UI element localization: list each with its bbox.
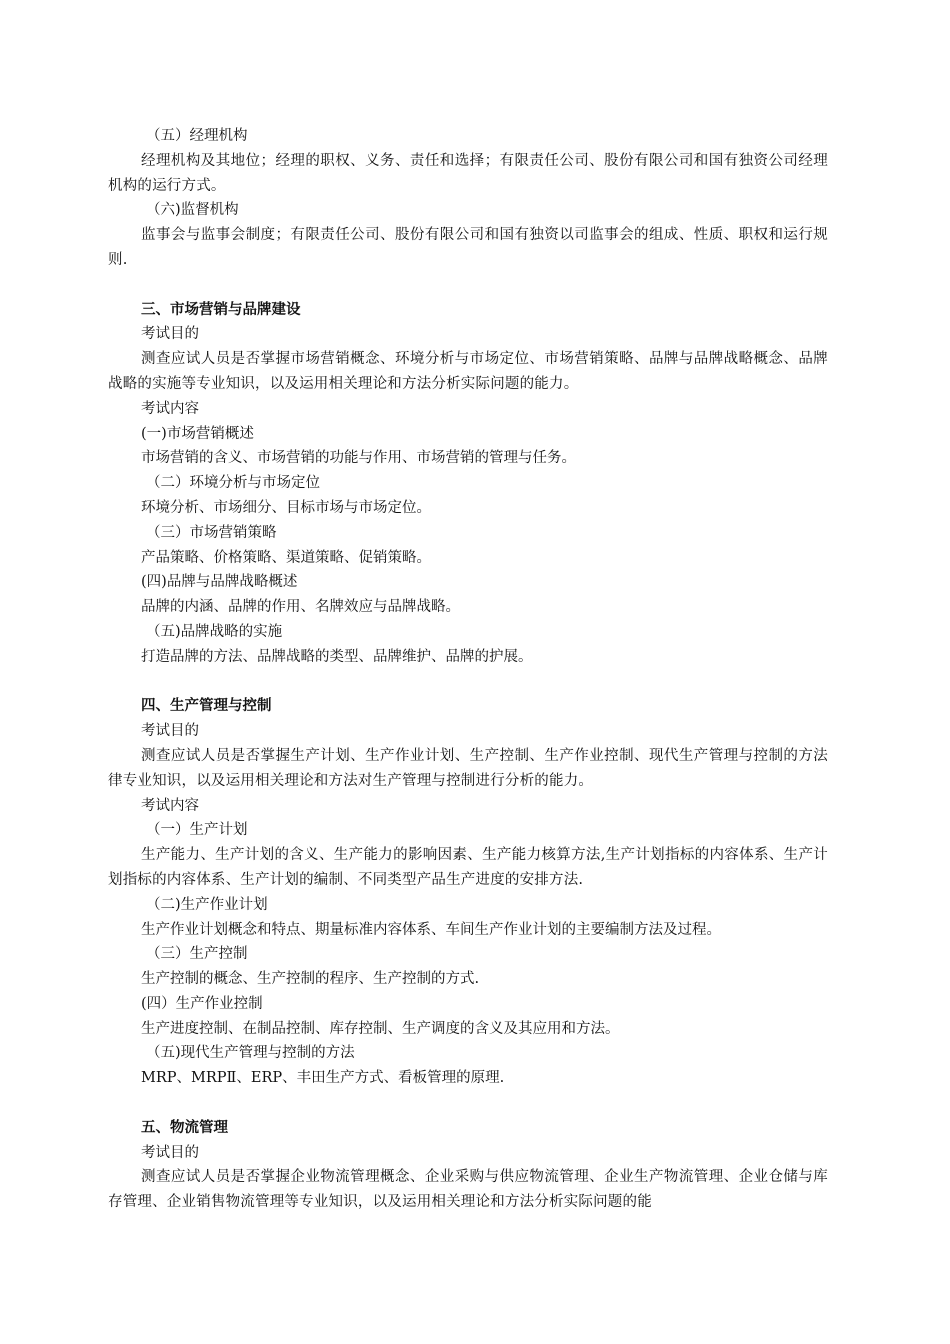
subsection-text: 打造品牌的方法、品牌战略的类型、品牌维护、品牌的护展。	[141, 648, 533, 665]
subsection-title: (四)品牌与品牌战略概述	[141, 574, 298, 591]
subsection-title: （六)监督机构	[146, 202, 239, 219]
purpose-label: 考试目的	[141, 1144, 199, 1161]
section-heading: 四、生产管理与控制	[141, 698, 272, 715]
purpose-label: 考试目的	[141, 326, 199, 343]
paragraph: 测查应试人员是否掌握市场营销概念、环境分析与市场定位、市场营销策略、品牌与品牌战略概念、品牌战略的实施等专业知识，以及运用相关理论和方法分析实际问题的能力。	[108, 351, 828, 392]
subsection-text: 生产进度控制、在制品控制、库存控制、生产调度的含义及其应用和方法。	[141, 1020, 620, 1037]
document-page	[108, 124, 828, 1215]
subsection-title: （五）经理机构	[146, 128, 248, 144]
subsection-text: 生产控制的概念、生产控制的程序、生产控制的方式.	[141, 971, 480, 988]
paragraph: 测查应试人员是否掌握企业物流管理概念、企业采购与供应物流管理、企业生产物流管理、企业仓储与库存管理、企业销售物流管理等专业知识，以及运用相关理论和方法分析实际问题的能	[108, 1169, 828, 1211]
subsection-text: 生产作业计划概念和特点、期量标准内容体系、车间生产作业计划的主要编制方法及过程。	[141, 921, 721, 938]
section-heading: 三、市场营销与品牌建设	[141, 301, 301, 318]
subsection-title: （五)品牌战略的实施	[146, 623, 283, 640]
subsection-text: MRP、MRPⅡ、ERP、丰田生产方式、看板管理的原理.	[141, 1070, 505, 1087]
subsection-text: 环境分析、市场细分、目标市场与市场定位。	[141, 499, 431, 516]
subsection-title: （二)生产作业计划	[146, 896, 268, 913]
subsection-text: 品牌的内涵、品牌的作用、名牌效应与品牌战略。	[141, 599, 460, 616]
paragraph: 监事会与监事会制度；有限责任公司、股份有限公司和国有独资以司监事会的组成、性质、职权和运行规则.	[108, 227, 828, 268]
subsection-title: (四）生产作业控制	[141, 995, 263, 1012]
paragraph: 生产能力、生产计划的含义、生产能力的影响因素、生产能力核算方法,生产计划指标的内容体系、生产计划指标的内容体系、生产计划的编制、不同类型产品生产进度的安排方法.	[108, 847, 828, 888]
content-label: 考试内容	[141, 797, 199, 814]
subsection-title: （一）生产计划	[146, 822, 248, 839]
paragraph: 经理机构及其地位；经理的职权、义务、责任和选择；有限责任公司、股份有限公司和国有独资公司经理机构的运行方式。	[108, 152, 828, 194]
section-heading: 五、物流管理	[141, 1119, 228, 1136]
subsection-title: （二）环境分析与市场定位	[146, 475, 320, 492]
subsection-text: 产品策略、价格策略、渠道策略、促销策略。	[141, 549, 431, 566]
paragraph: 测查应试人员是否掌握生产计划、生产作业计划、生产控制、生产作业控制、现代生产管理与控制的方法律专业知识，以及运用相关理论和方法对生产管理与控制进行分析的能力。	[108, 747, 828, 789]
purpose-label: 考试目的	[141, 723, 199, 740]
subsection-title: （三）市场营销策略	[146, 524, 277, 541]
content-label: 考试内容	[141, 400, 199, 417]
subsection-text: 市场营销的含义、市场营销的功能与作用、市场营销的管理与任务。	[141, 450, 576, 467]
subsection-title: （五)现代生产管理与控制的方法	[146, 1045, 355, 1062]
subsection-title: (一)市场营销概述	[141, 425, 254, 442]
subsection-title: （三）生产控制	[146, 946, 248, 963]
